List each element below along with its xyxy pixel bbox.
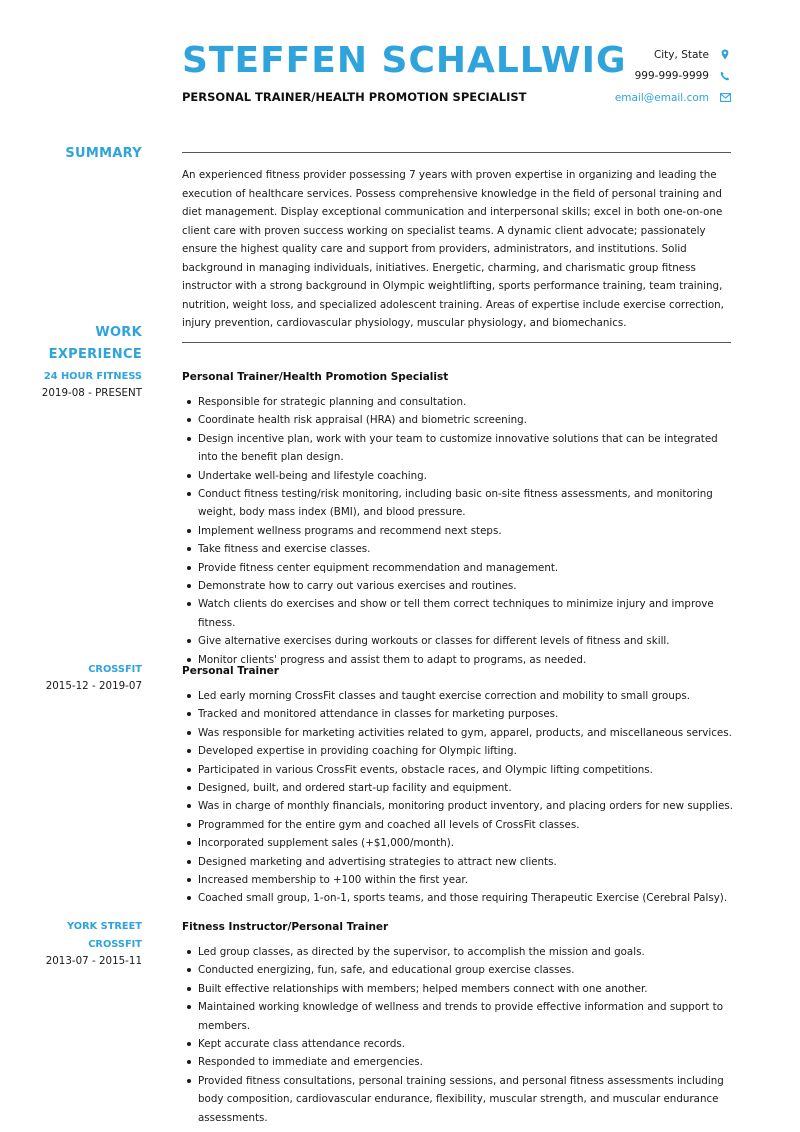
bullet-item: Responded to immediate and emergencies. [182,1053,734,1071]
contact-location [615,44,731,66]
bullet-item: Increased membership to +100 within the first year. [182,871,734,889]
summary-divider [182,152,731,153]
job-company: CROSSFIT [88,664,142,675]
bullet-item: Was responsible for marketing activities related to gym, apparel, products, and miscellaneous services. [182,724,734,742]
contact-block [615,44,731,109]
experience-divider [182,342,731,343]
bullet-item: Monitor clients' progress and assist them to adapt to programs, as needed. [182,651,734,669]
bullet-item: Design incentive plan, work with your team to customize innovative solutions that can be integrated into the benefit plan design. [182,430,734,467]
candidate-name: STEFFEN SCHALLWIG [182,40,627,81]
bullet-item: Programmed for the entire gym and coached all levels of CrossFit classes. [182,816,734,834]
bullet-item: Provide fitness center equipment recommendation and management. [182,559,734,577]
bullet-item: Built effective relationships with members; helped members connect with one another. [182,980,734,998]
bullet-item: Led group classes, as directed by the supervisor, to accomplish the mission and goals. [182,943,734,961]
bullet-item: Demonstrate how to carry out various exercises and routines. [182,577,734,595]
bullet-item: Incorporated supplement sales (+$1,000/month). [182,834,734,852]
bullet-item: Kept accurate class attendance records. [182,1035,734,1053]
bullet-item: Coached small group, 1-on-1, sports teams, and those requiring Therapeutic Exercise (Cerebral Palsy). [182,889,734,907]
bullet-item: Designed, built, and ordered start-up facility and equipment. [182,779,734,797]
job-dates: 2015-12 - 2019-07 [45,680,142,692]
map-pin-icon [719,49,731,60]
contact-phone [615,66,731,88]
bullet-item: Undertake well-being and lifestyle coaching. [182,467,734,485]
bullet-item: Watch clients do exercises and show or tell them correct techniques to minimize injury and improve fitness. [182,595,734,632]
job-dates: 2013-07 - 2015-11 [45,955,142,967]
bullet-item: Implement wellness programs and recommend next steps. [182,522,734,540]
bullet-item: Take fitness and exercise classes. [182,540,734,558]
bullet-item: Give alternative exercises during workouts or classes for different levels of fitness and skill. [182,632,734,650]
job-bullets [182,393,734,669]
bullet-item: Tracked and monitored attendance in classes for marketing purposes. [182,705,734,723]
bullet-item: Conducted energizing, fun, safe, and educational group exercise classes. [182,961,734,979]
job-role: Fitness Instructor/Personal Trainer [182,921,389,933]
bullet-item: Designed marketing and advertising strategies to attract new clients. [182,853,734,871]
bullet-item: Responsible for strategic planning and consultation. [182,393,734,411]
email-link[interactable]: email@email.com [614,91,709,104]
job-company-line2: CROSSFIT [88,938,142,950]
bullet-item: Developed expertise in providing coaching for Olympic lifting. [182,742,734,760]
summary-text: An experienced fitness provider possessing 7 years with proven expertise in organizing and leading the execution of healthcare services. Possess comprehensive knowledge in the field of personal training and diet management. Display exceptional communication and interpersonal skills; excel in both one-on-one client care with proven success working on specialist teams. A dynamic client advocate; passionately ensure the highest quality care and support from providers, administrators, and institutions. Solid background in managing individuals, initiatives. Energetic, charming, and charismatic group fitness instructor with a strong background in Olympic weightlifting, sports performance training, team training, nutrition, weight loss, and specialized adolescent training. Areas of expertise include exercise correction, injury prevention, cardiovascular physiology, muscular physiology, and biomechanics. [182,169,724,329]
bullet-item: Was in charge of monthly financials, monitoring product inventory, and placing orders for new supplies. [182,797,734,815]
bullet-item: Provided fitness consultations, personal training sessions, and personal fitness assessments including body composition, cardiovascular endurance, flexibility, muscular strength, and muscular endurance assessments. [182,1072,734,1127]
location-text: City, State [653,48,709,61]
job-company: 24 HOUR FITNESS [43,371,142,382]
work-experience-heading-line2: EXPERIENCE [48,347,142,362]
phone-icon [719,71,731,81]
job-role: Personal Trainer [182,665,279,677]
work-experience-heading-line1: WORK [95,325,142,340]
bullet-item: Led early morning CrossFit classes and taught exercise correction and mobility to small groups. [182,687,734,705]
phone-text: 999-999-9999 [634,70,709,83]
work-experience-heading [49,322,142,366]
job-bullets [182,943,734,1127]
envelope-icon [719,93,731,102]
bullet-item: Maintained working knowledge of wellness and trends to provide effective information and support to members. [182,998,734,1035]
job-company-line1: YORK STREET [67,921,142,932]
bullet-item: Conduct fitness testing/risk monitoring, including basic on-site fitness assessments, and monitoring weight, body mass index (BMI), and blood pressure. [182,485,734,522]
bullet-item: Coordinate health risk appraisal (HRA) and biometric screening. [182,411,734,429]
job-title: PERSONAL TRAINER/HEALTH PROMOTION SPECIALIST [182,90,527,104]
job-bullets [182,687,734,908]
summary-heading: SUMMARY [65,146,142,161]
bullet-item: Participated in various CrossFit events, obstacle races, and Olympic lifting competitions. [182,761,734,779]
job-dates: 2019-08 - PRESENT [41,387,142,399]
job-role: Personal Trainer/Health Promotion Specialist [182,371,449,383]
contact-email[interactable] [615,87,731,109]
job-company [67,918,142,953]
